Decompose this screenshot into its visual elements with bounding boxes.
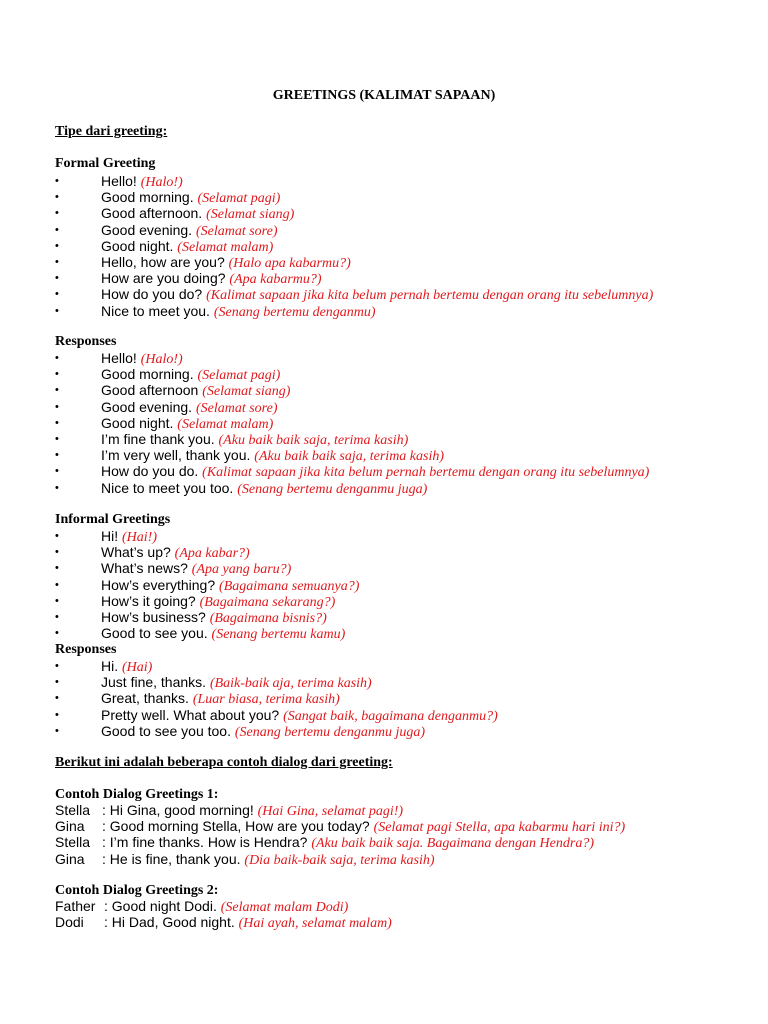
phrase-english: Good night. (Selamat malam) [101,414,274,432]
phrase-translation: (Sangat baik, bagaimana denganmu?) [283,708,498,724]
phrase-translation: (Halo apa kabarmu?) [228,256,351,271]
bullet-icon: • [55,660,59,672]
dialog-translation: (Aku baik baik saja. Bagaimana dengan Hendra?) [311,836,594,852]
dialog-translation: (Dia baik-baik saja, terima kasih) [244,852,435,868]
dialog-speaker: Gina [55,850,85,867]
page-title: GREETINGS (KALIMAT SAPAAN) [272,88,496,103]
bullet-icon: • [55,288,59,301]
bullet-icon: • [55,272,59,285]
phrase-english: How’s business? (Bagaimana bisnis?) [101,609,327,626]
bullet-icon: • [55,724,59,737]
phrase-english: How do you do? (Kalimat sapaan jika kita belum pernah bertemu dengan orang itu sebelumnya) [101,286,654,304]
bullet-icon: • [55,433,59,445]
bullet-icon: • [55,256,59,268]
phrase-translation: (Senang bertemu denganmu juga) [234,724,426,740]
bullet-icon: • [55,384,59,397]
phrase-english: Good evening. (Selamat sore) [101,221,278,239]
dialog-translation: (Selamat malam Dodi) [220,900,349,915]
phrase-english: Great, thanks. (Luar biasa, terima kasih) [101,690,340,708]
bullet-icon: • [55,449,59,462]
bullet-icon: • [55,416,59,429]
section-heading: Informal Greetings [55,512,171,527]
phrase-english: Hello! (Halo!) [101,350,183,367]
phrase-english: What’s news? (Apa yang baru?) [101,560,292,578]
phrase-translation: (Luar biasa, terima kasih) [192,692,340,708]
phrase-english: Good to see you too. (Senang bertemu denganmu juga) [101,722,426,740]
dialog-translation: (Selamat pagi Stella, apa kabarmu hari ini?) [373,820,626,836]
dialog-speaker: Stella [55,834,91,851]
dialog-text: : He is fine, thank you. [102,850,245,867]
phrase-translation: (Selamat siang) [206,207,295,223]
phrase-translation: (Bagaimana bisnis?) [209,611,327,626]
phrase-translation: (Aku baik baik saja, terima kasih) [218,433,409,448]
bullet-icon: • [55,481,59,494]
dialog-translation: (Hai Gina, selamat pagi!) [257,804,404,819]
phrase-english: Pretty well. What about you? (Sangat baik, bagaimana denganmu?) [101,706,498,724]
phrase-english: Hi. (Hai) [101,658,153,675]
bullet-icon: • [55,611,59,623]
bullet-icon: • [55,562,59,575]
dialog-text: : Hi Dad, Good night. [104,914,239,931]
phrase-english: Hello! (Halo!) [101,173,183,190]
section-heading: Formal Greeting [55,156,156,171]
phrase-english: Good afternoon (Selamat siang) [101,382,291,400]
dialog-text: : Good morning Stella, How are you today? [102,818,374,835]
phrase-english: Just fine, thanks. (Baik-baik aja, terima kasih) [101,674,372,692]
bullet-icon: • [55,676,59,689]
bullet-icon: • [55,465,59,478]
bullet-icon: • [55,708,59,721]
dialog1-heading: Contoh Dialog Greetings 1: [55,787,219,802]
bullet-icon: • [55,530,59,542]
phrase-translation: (Selamat siang) [202,384,291,400]
dialog-speaker: Father [55,898,96,914]
phrase-translation: (Apa kabar?) [174,546,250,562]
phrase-translation: (Selamat malam) [177,239,274,255]
phrase-translation: (Baik-baik aja, terima kasih) [209,676,372,692]
phrase-translation: (Senang bertemu kamu) [211,627,346,643]
phrase-translation: (Apa yang baru?) [191,562,292,578]
phrase-translation: (Hai) [122,660,153,675]
phrase-english: Hello, how are you? (Halo apa kabarmu?) [101,254,351,271]
bullet-icon: • [55,352,59,364]
phrase-english: Good night. (Selamat malam) [101,237,274,255]
phrase-translation: (Apa kabarmu?) [229,272,322,288]
bullet-icon: • [55,368,59,381]
phrase-translation: (Halo!) [140,175,183,190]
dialog-line [55,851,435,869]
phrase-english: I’m fine thank you. (Aku baik baik saja, terima kasih) [101,431,409,448]
phrase-translation: (Kalimat sapaan jika kita belum pernah bertemu dengan orang itu sebelumnya) [202,465,650,481]
phrase-english: How are you doing? (Apa kabarmu?) [101,270,322,288]
phrase-translation: (Selamat pagi) [197,191,281,207]
phrase-translation: (Senang bertemu denganmu) [213,304,376,320]
phrase-translation: (Selamat pagi) [197,368,281,384]
phrase-english: Hi! (Hai!) [101,528,157,545]
phrase-english: Good afternoon. (Selamat siang) [101,205,295,223]
phrase-english: How’s everything? (Bagaimana semuanya?) [101,576,360,594]
phrase-translation: (Kalimat sapaan jika kita belum pernah bertemu dengan orang itu sebelumnya) [206,288,654,304]
phrase-translation: (Halo!) [140,352,183,367]
bullet-icon: • [55,239,59,252]
dialog-speaker: Dodi [55,914,84,931]
phrase-english: Nice to meet you. (Senang bertemu denganmu) [101,302,376,320]
dialog-text: : Good night Dodi. [104,898,221,914]
phrase-translation: (Aku baik baik saja, terima kasih) [254,449,445,465]
tipe-heading: Tipe dari greeting: [55,124,168,139]
dialog-text: : I’m fine thanks. How is Hendra? [102,834,312,851]
phrase-english: Nice to meet you too. (Senang bertemu denganmu juga) [101,479,428,497]
phrase-english: I’m very well, thank you. (Aku baik baik saja, terima kasih) [101,447,445,465]
phrase-english: How do you do. (Kalimat sapaan jika kita belum pernah bertemu dengan orang itu sebelumnya) [101,463,650,481]
dialog-intro: Berikut ini adalah beberapa contoh dialog dari greeting: [55,755,393,770]
dialog-speaker: Stella [55,802,91,818]
bullet-icon: • [55,175,59,187]
bullet-icon: • [55,223,59,236]
phrase-english: Good to see you. (Senang bertemu kamu) [101,625,346,643]
bullet-icon: • [55,207,59,220]
section-heading: Responses [55,334,117,349]
phrase-english: Good evening. (Selamat sore) [101,398,278,416]
phrase-translation: (Hai!) [122,530,157,545]
phrase-english: Good morning. (Selamat pagi) [101,366,281,384]
bullet-icon: • [55,191,59,204]
phrase-english: What’s up? (Apa kabar?) [101,544,250,562]
dialog-text: : Hi Gina, good morning! [102,802,258,818]
bullet-icon: • [55,578,59,591]
phrase-translation: (Selamat sore) [195,223,278,239]
phrase-translation: (Selamat sore) [195,400,278,416]
bullet-icon: • [55,546,59,559]
phrase-translation: (Senang bertemu denganmu juga) [237,481,428,497]
bullet-icon: • [55,627,59,640]
section-heading: Responses [55,642,117,657]
bullet-icon: • [55,594,59,607]
phrase-translation: (Bagaimana sekarang?) [199,594,336,610]
dialog-translation: (Hai ayah, selamat malam) [238,916,392,932]
bullet-icon: • [55,400,59,413]
phrase-english: How’s it going? (Bagaimana sekarang?) [101,592,336,610]
bullet-icon: • [55,692,59,705]
phrase-translation: (Selamat malam) [177,416,274,432]
dialog-line [55,914,392,932]
dialog2-heading: Contoh Dialog Greetings 2: [55,883,219,898]
phrase-translation: (Bagaimana semuanya?) [219,578,360,594]
dialog-speaker: Gina [55,818,85,835]
bullet-icon: • [55,304,59,317]
phrase-english: Good morning. (Selamat pagi) [101,189,281,207]
